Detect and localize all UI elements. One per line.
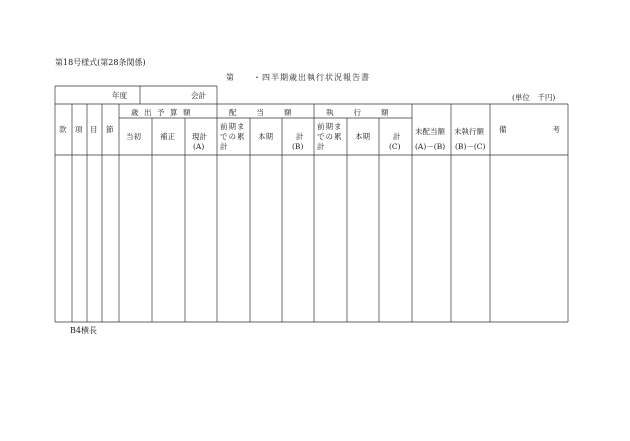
col-exec-total: 計 [393, 132, 401, 141]
col-setsu: 節 [106, 125, 114, 134]
col-unallocated-formula: (A)－(B) [415, 142, 446, 151]
col-budget-initial: 当初 [126, 132, 141, 141]
col-unexecuted: 未執行額 [454, 127, 484, 136]
col-alloc-prev-line1: 前期ま [220, 122, 246, 131]
unit-label: (単位 千円) [512, 93, 556, 102]
col-budget-current-mark: (A) [193, 142, 205, 151]
report-title: 第 ・四半期歳出執行状況報告書 [226, 73, 370, 82]
form-number: 第18号様式(第28条関係) [55, 58, 146, 67]
col-exec-prev-line1: 前期ま [317, 122, 343, 131]
col-alloc-prev-line2: での累 [220, 132, 246, 141]
col-alloc-this-period: 本期 [258, 132, 273, 141]
col-budget-current: 現計 [192, 132, 207, 141]
col-group-execution: 執行額 [326, 108, 409, 117]
col-remarks: 備考 [499, 125, 606, 134]
col-budget-revision: 補正 [160, 132, 175, 141]
col-alloc-total-mark: (B) [292, 142, 304, 151]
col-unallocated: 未配当額 [415, 127, 445, 136]
col-exec-prev-line2: での累 [317, 132, 343, 141]
account-label: 会計 [191, 91, 206, 100]
col-exec-total-mark: (C) [389, 142, 401, 151]
col-exec-this-period: 本期 [355, 132, 370, 141]
paper-size-note: B4横長 [70, 326, 97, 335]
col-unexecuted-formula: (B)－(C) [455, 142, 486, 151]
fiscal-year-label: 年度 [112, 91, 127, 100]
col-kou: 項 [75, 125, 83, 134]
col-alloc-prev-line3: 計 [220, 142, 228, 151]
col-group-allocation: 配当額 [229, 108, 312, 117]
col-moku: 目 [90, 125, 98, 134]
col-exec-prev-line3: 計 [317, 142, 325, 151]
col-alloc-total: 計 [296, 132, 304, 141]
col-group-budget: 歳出予算額 [131, 108, 196, 117]
col-kan: 款 [59, 125, 67, 134]
